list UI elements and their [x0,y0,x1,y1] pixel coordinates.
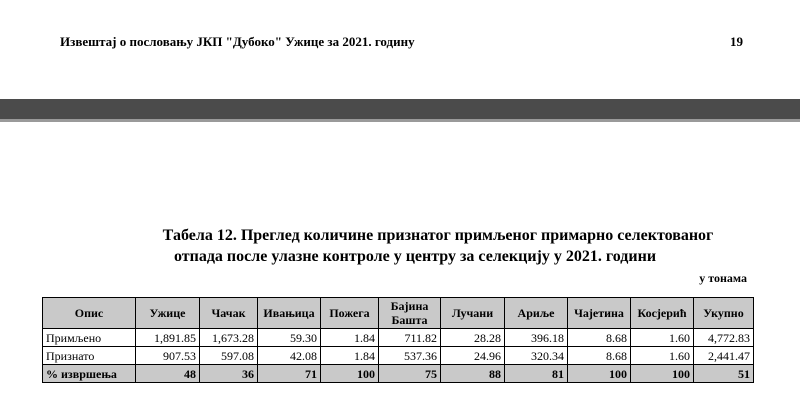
table-cell: 48 [136,365,200,383]
table-caption-line-2: отпада после улазне контроле у центру за селекцију у 2021. години [173,248,657,265]
table-cell: 537.36 [379,347,441,365]
table-cell: 100 [568,365,631,383]
table-cell: 100 [321,365,379,383]
table-cell: 1.60 [631,329,694,347]
row-label: Примљено [43,329,136,347]
header-divider-band [0,99,800,119]
table-row-received [43,329,754,347]
table-cell: 81 [505,365,568,383]
table-cell: 320.34 [505,347,568,365]
table-cell: 36 [200,365,258,383]
table-cell: 8.68 [568,347,631,365]
table-cell: 42.08 [258,347,321,365]
table-cell: 396.18 [505,329,568,347]
unit-note: у тонама [699,271,747,285]
col-header-uzice: Ужице [136,298,200,329]
col-header-bajina-basta: Бајина Башта [379,298,441,329]
table-cell: 1,673.28 [200,329,258,347]
page-number: 19 [730,34,743,49]
waste-quantity-table [42,297,754,383]
table-cell: 51 [694,365,754,383]
table-cell: 75 [379,365,441,383]
table-cell: 100 [631,365,694,383]
table-cell: 4,772.83 [694,329,754,347]
table-cell: 24.96 [441,347,505,365]
table-cell: 1.60 [631,347,694,365]
table-cell: 8.68 [568,329,631,347]
col-header-cacak: Чачак [200,298,258,329]
table-row-percent-completion [43,365,754,383]
table-cell: 1,891.85 [136,329,200,347]
table-cell: 1.84 [321,329,379,347]
table-cell: 88 [441,365,505,383]
table-header-row [43,298,754,329]
col-header-total: Укупно [694,298,754,329]
table-cell: 597.08 [200,347,258,365]
table-cell: 907.53 [136,347,200,365]
table-row-accepted [43,347,754,365]
report-header-title: Извештај о пословању ЈКП "Дубоко" Ужице за 2021. годину [60,34,415,49]
col-header-cajetina: Чајетина [568,298,631,329]
table-cell: 1.84 [321,347,379,365]
table-cell: 59.30 [258,329,321,347]
col-header-lucani: Лучани [441,298,505,329]
row-label: % извршења [43,365,136,383]
col-header-kosjeric: Косјерић [631,298,694,329]
table-cell: 711.82 [379,329,441,347]
col-header-ivanjica: Ивањица [258,298,321,329]
table-cell: 71 [258,365,321,383]
col-header-description: Опис [43,298,136,329]
table-cell: 28.28 [441,329,505,347]
row-label: Признато [43,347,136,365]
col-header-pozega: Пожега [321,298,379,329]
table-cell: 2,441.47 [694,347,754,365]
table-caption-line-1: Табела 12. Преглед количине признатог примљеног примарно селектованог [162,227,714,244]
header-divider-shadow [0,119,800,122]
col-header-arilje: Ариље [505,298,568,329]
